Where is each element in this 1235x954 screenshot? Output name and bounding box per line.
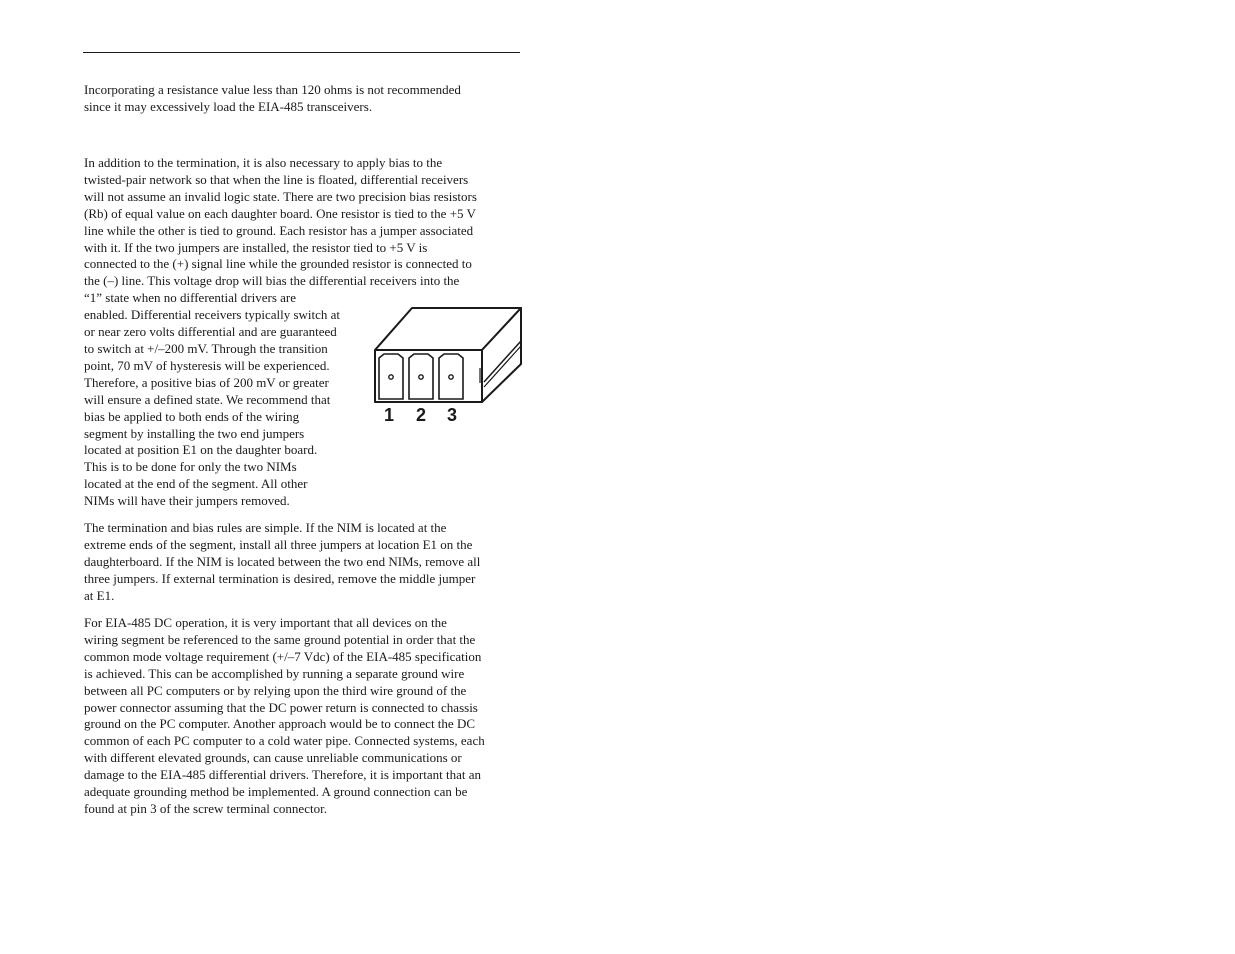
text-line: point, 70 mV of hysteresis will be experienced. bbox=[84, 357, 330, 373]
text-line: or near zero volts differential and are guaranteed bbox=[84, 324, 337, 340]
text-line: three jumpers. If external termination is desired, remove the middle jumper bbox=[84, 570, 476, 586]
text-line: adequate grounding method be implemented. A ground connection can be bbox=[84, 784, 468, 800]
text-line: damage to the EIA-485 differential drivers. Therefore, it is important that an bbox=[84, 767, 481, 783]
jumper-connector-figure bbox=[372, 305, 524, 425]
paragraph-grounding bbox=[84, 615, 485, 818]
text-line: with different elevated grounds, can cause unreliable communications or bbox=[84, 750, 462, 766]
text-line: This is to be done for only the two NIMs bbox=[84, 459, 297, 475]
text-line: “1” state when no differential drivers are bbox=[84, 290, 296, 306]
text-line: to switch at +/–200 mV. Through the transition bbox=[84, 340, 328, 356]
text-line: at E1. bbox=[84, 587, 115, 603]
text-line: wiring segment be referenced to the same ground potential in order that the bbox=[84, 631, 476, 647]
text-line: with it. If the two jumpers are installed, the resistor tied to +5 V is bbox=[84, 239, 428, 255]
text-line: common mode voltage requirement (+/–7 Vdc) of the EIA-485 specification bbox=[84, 648, 482, 664]
text-line: is achieved. This can be accomplished by running a separate ground wire bbox=[84, 665, 465, 681]
pin-label-3: 3 bbox=[446, 405, 458, 425]
text-line: (Rb) of equal value on each daughter board. One resistor is tied to the +5 V bbox=[84, 205, 476, 221]
text-line: ground on the PC computer. Another approach would be to connect the DC bbox=[84, 716, 476, 732]
text-line: will ensure a defined state. We recommend that bbox=[84, 391, 331, 407]
text-line: will not assume an invalid logic state. There are two precision bias resistors bbox=[84, 188, 477, 204]
text-line: enabled. Differential receivers typically switch at bbox=[84, 307, 341, 323]
text-line: Incorporating a resistance value less than 120 ohms is not recommended bbox=[84, 82, 461, 97]
text-line: since it may excessively load the EIA-485 transceivers. bbox=[84, 98, 373, 114]
header-rule bbox=[83, 52, 520, 53]
text-line: the (–) line. This voltage drop will bias the differential receivers into the bbox=[84, 273, 460, 289]
text-line: line while the other is tied to ground. Each resistor has a jumper associated bbox=[84, 222, 474, 238]
text-line: between all PC computers or by relying upon the third wire ground of the bbox=[84, 682, 467, 698]
text-line: bias be applied to both ends of the wiring bbox=[84, 408, 300, 424]
text-line: The termination and bias rules are simple. If the NIM is located at the bbox=[84, 520, 447, 535]
text-line: daughterboard. If the NIM is located between the two end NIMs, remove all bbox=[84, 553, 481, 569]
text-line: NIMs will have their jumpers removed. bbox=[84, 493, 290, 509]
text-line: common of each PC computer to a cold water pipe. Connected systems, each bbox=[84, 733, 485, 749]
text-line: connected to the (+) signal line while the grounded resistor is connected to bbox=[84, 256, 472, 272]
text-line: found at pin 3 of the screw terminal connector. bbox=[84, 800, 327, 816]
text-line: segment by installing the two end jumpers bbox=[84, 425, 305, 441]
text-line: located at the end of the segment. All other bbox=[84, 476, 308, 492]
paragraph-termination-note bbox=[84, 82, 461, 116]
connector-drawing bbox=[372, 305, 524, 425]
text-line: twisted-pair network so that when the line is floated, differential receivers bbox=[84, 171, 469, 187]
pin-label-2: 2 bbox=[415, 405, 427, 425]
pin-label-1: 1 bbox=[383, 405, 395, 425]
text-line: extreme ends of the segment, install all three jumpers at location E1 on the bbox=[84, 536, 473, 552]
paragraph-rules bbox=[84, 520, 480, 605]
text-line: power connector assuming that the DC power return is connected to chassis bbox=[84, 699, 478, 715]
text-line: For EIA-485 DC operation, it is very important that all devices on the bbox=[84, 615, 447, 630]
text-line: In addition to the termination, it is also necessary to apply bias to the bbox=[84, 155, 443, 170]
text-line: Therefore, a positive bias of 200 mV or greater bbox=[84, 374, 329, 390]
text-line: located at position E1 on the daughter board. bbox=[84, 442, 318, 458]
